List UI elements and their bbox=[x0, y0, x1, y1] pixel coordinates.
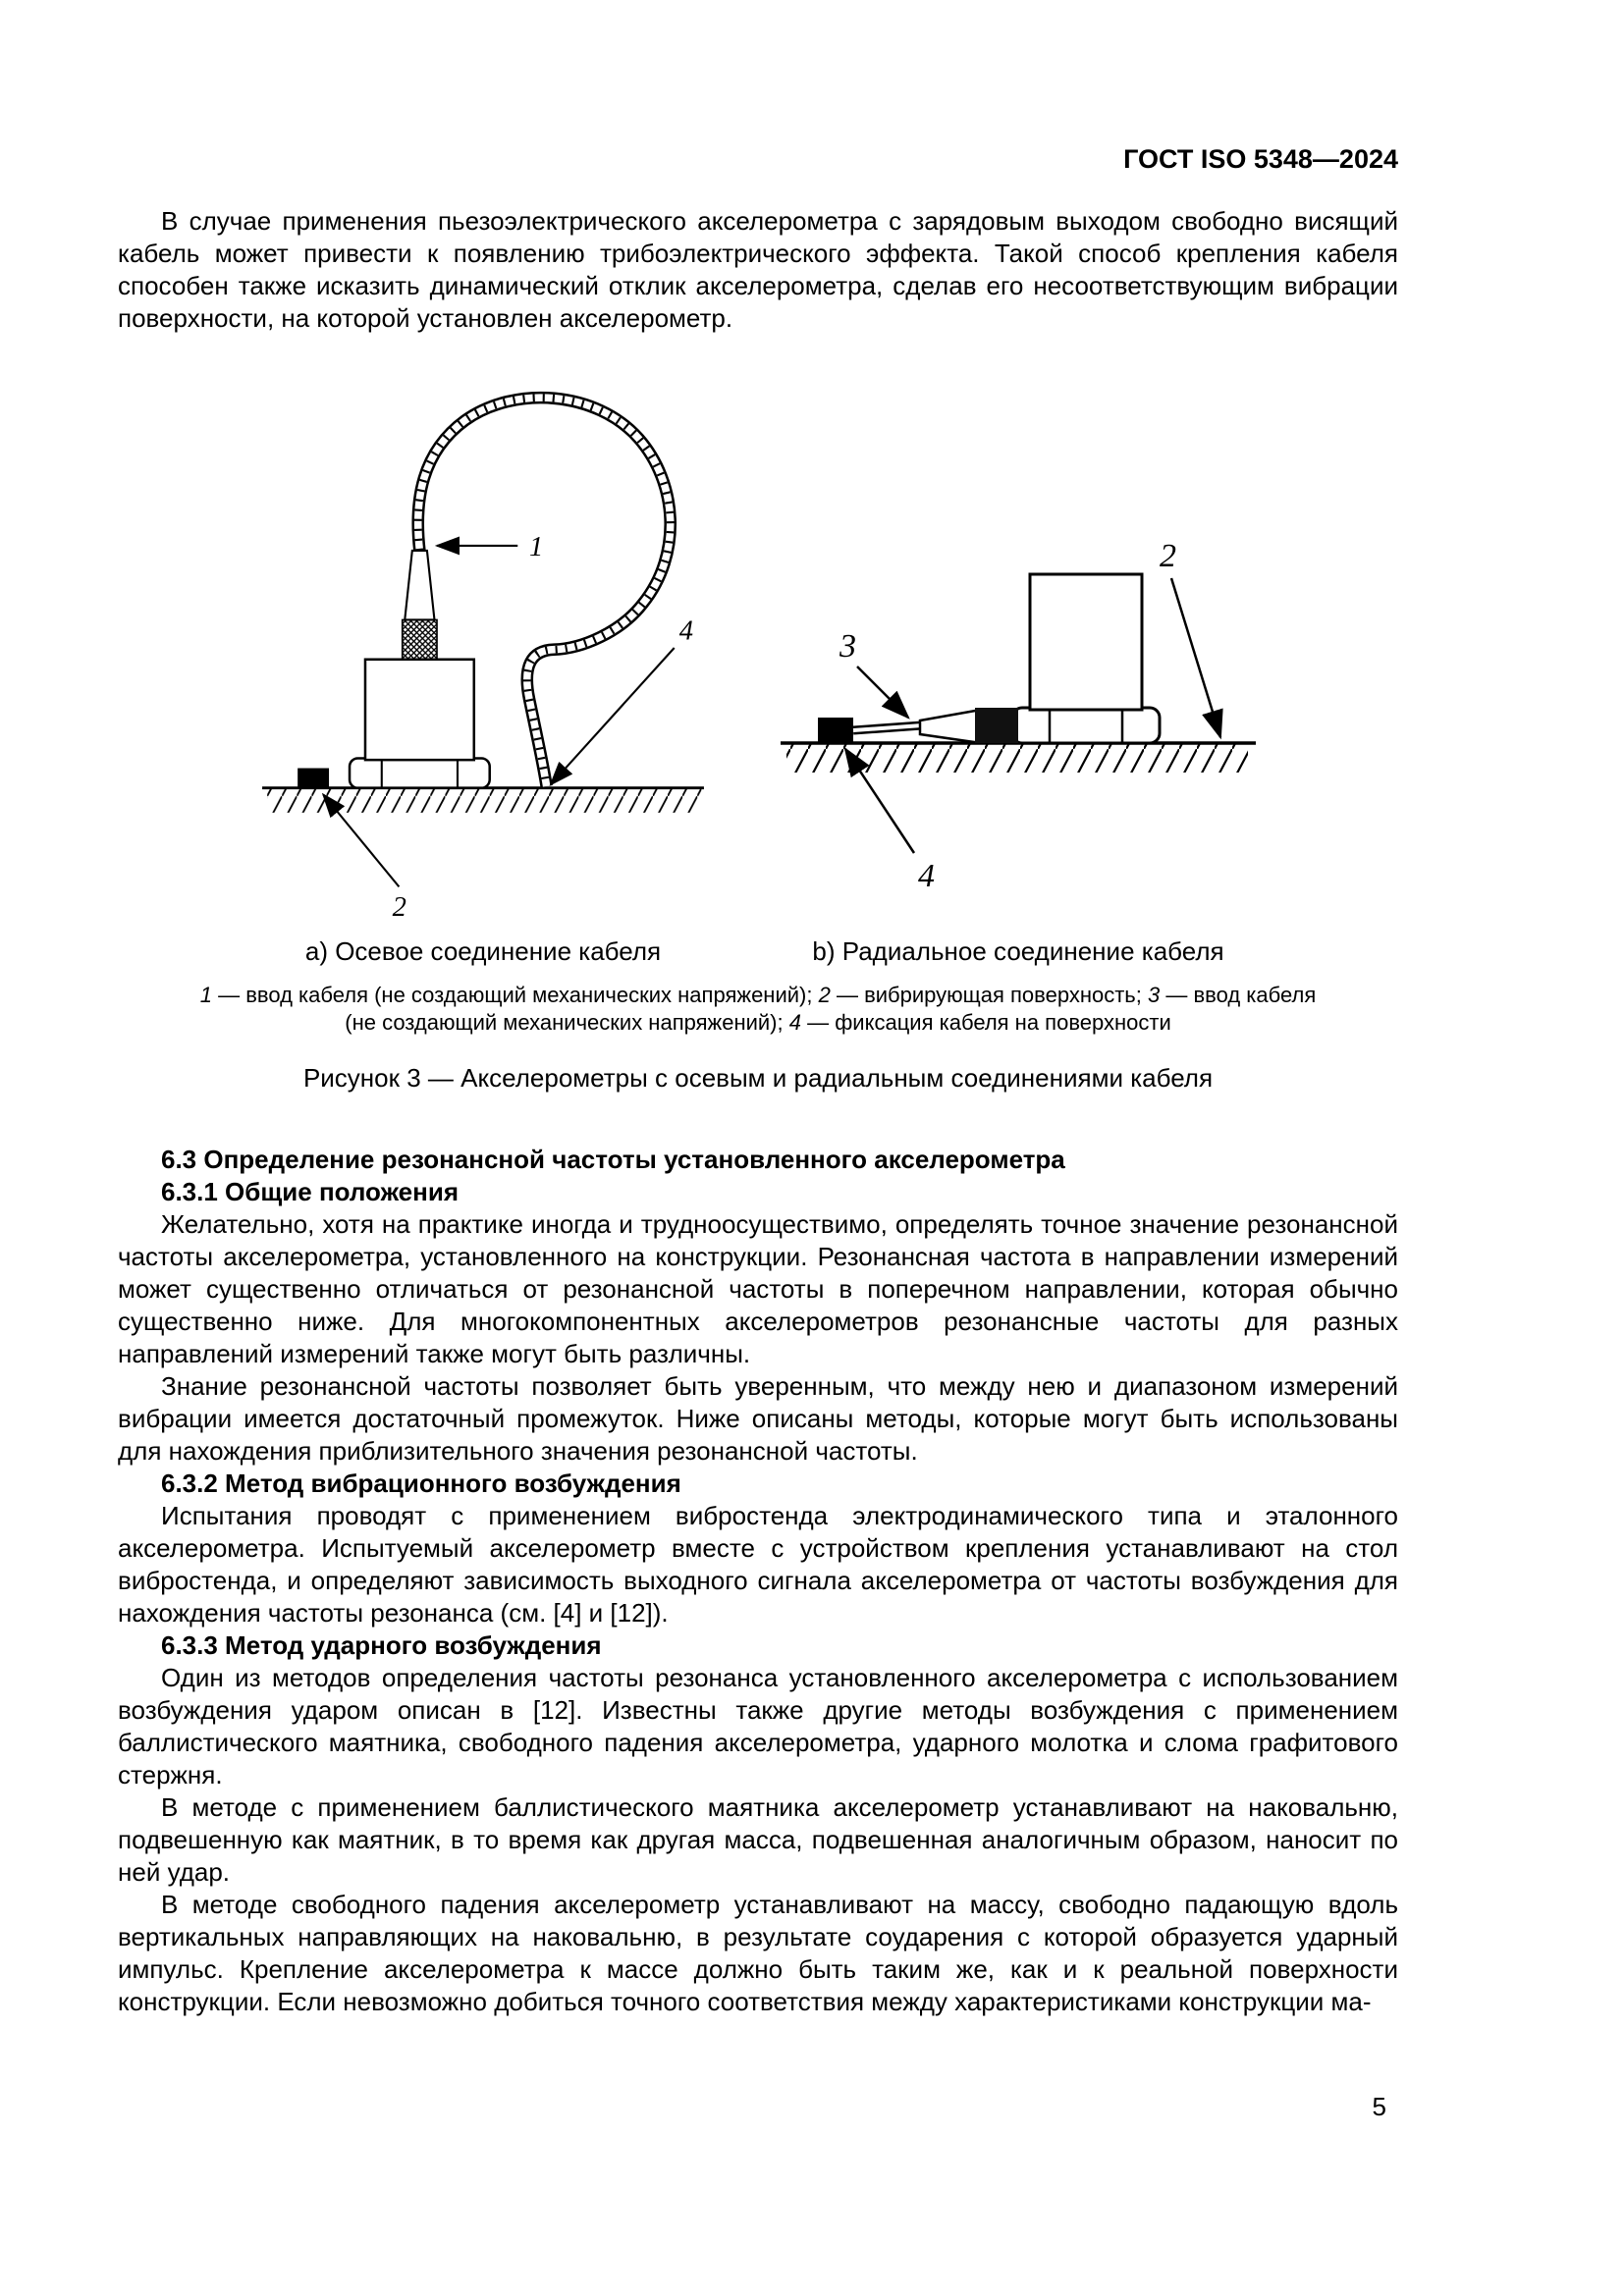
heading-6-3-2: 6.3.2 Метод вибрационного возбуждения bbox=[161, 1468, 681, 1498]
paragraph-6-3-1-b: Знание резонансной частоты позволяет быть уверенным, что между нею и диапазоном измерений вибрации имеется достаточный промежуток. Ниже описаны методы, которые могут быть использованы для нахождения приблизительного значения резонансной частоты. bbox=[118, 1371, 1398, 1466]
paragraph-6-3-3-c: В методе свободного падения акселерометр устанавливают на массу, свободно падающую вдоль вертикальных направляющих на наковальню, в результате соударения с которой образуется ударный импульс. Крепление акселерометра к массе должно быть таким же, как и к реальной поверхности конструкции. Если невозможно добиться точного соответствия между характеристиками конструкции ма- bbox=[118, 1890, 1398, 2016]
callout-3-arrow bbox=[857, 667, 908, 718]
figure-3a-caption: a) Осевое соединение кабеля bbox=[304, 936, 662, 966]
side-connector bbox=[975, 708, 1018, 743]
page-number: 5 bbox=[1372, 2092, 1386, 2121]
legend-num-2: 2 bbox=[818, 983, 831, 1007]
legend-line-2: (не создающий механических напряжений); 4 — фиксация кабеля на поверхности bbox=[345, 1010, 1171, 1035]
cable-clamp bbox=[818, 718, 853, 743]
cable-clamp bbox=[298, 769, 329, 788]
legend-line-1: 1 — ввод кабеля (не создающий механических напряжений); 2 — вибрирующая поверхность; 3 — ввод кабеля bbox=[199, 983, 1317, 1007]
callout-2-label: 2 bbox=[392, 891, 406, 920]
accelerometer-body bbox=[1030, 574, 1142, 710]
heading-6-3: 6.3 Определение резонансной частоты установленного акселерометра bbox=[161, 1145, 1065, 1174]
figure-3b-drawing bbox=[773, 449, 1264, 920]
callout-4-arrow bbox=[551, 648, 675, 784]
cable-entry-taper bbox=[405, 551, 434, 620]
intro-paragraph: В случае применения пьезоэлектрического акселерометра с зарядовым выходом свободно висящий кабель может привести к появлению трибоэлектрического эффекта. Такой способ крепления кабеля способен также исказить динамический отклик акселерометра, сделав его несоответствующим вибрации поверхности, на которой установлен акселерометр. bbox=[118, 206, 1398, 333]
figure-3-block bbox=[118, 376, 1398, 1095]
figure-3-title: Рисунок 3 — Акселерометры с осевым и радиальным соединениями кабеля bbox=[302, 1063, 1214, 1093]
legend-num-1: 1 bbox=[199, 983, 212, 1007]
callout-2-label: 2 bbox=[1160, 538, 1176, 574]
doc-code-header: ГОСТ ISO 5348—2024 bbox=[1123, 144, 1398, 174]
paragraph-6-3-3-a: Один из методов определения частоты резонанса установленного акселерометра с использованием возбуждения ударом описан в [12]. Известны также другие методы возбуждения с применением баллистического маятника, свободного падения акселерометра, ударного молотка и слома графитового стержня. bbox=[118, 1663, 1398, 1789]
paragraph-6-3-1-a: Желательно, хотя на практике иногда и трудноосуществимо, определять точное значение резонансной частоты акселерометра, установленного на конструкции. Резонансная частота в направлении измерений может существенно отличаться от резонансной частоты в поперечном направлении, которая обычно существенно ниже. Для многокомпонентных акселерометров резонансные частоты для разных направлений измерений также могут быть различны. bbox=[118, 1209, 1398, 1368]
figure-3a-column bbox=[252, 376, 714, 968]
surface-hatching bbox=[786, 743, 1248, 773]
legend-num-3: 3 bbox=[1147, 983, 1161, 1007]
surface-hatching bbox=[267, 788, 701, 813]
accelerometer-body bbox=[365, 660, 474, 760]
mounting-base bbox=[350, 758, 490, 787]
cable bbox=[853, 725, 922, 730]
legend-num-4: 4 bbox=[788, 1010, 801, 1035]
figure-3b-caption: b) Радиальное соединение кабеля bbox=[812, 936, 1224, 966]
paragraph-6-3-3-b: В методе с применением баллистического маятника акселерометр устанавливают на наковальню, подвешенную как маятник, в то время как другая масса, подвешенная аналогичным образом, наносит по ней удар. bbox=[118, 1792, 1398, 1887]
callout-3-label: 3 bbox=[839, 628, 856, 665]
knurled-connector bbox=[403, 619, 437, 659]
heading-6-3-1: 6.3.1 Общие положения bbox=[161, 1177, 459, 1206]
figure-3a-drawing bbox=[252, 376, 714, 920]
figure-3b-column bbox=[773, 449, 1264, 968]
callout-4-label: 4 bbox=[918, 858, 935, 894]
heading-6-3-3: 6.3.3 Метод ударного возбуждения bbox=[161, 1630, 602, 1660]
mounting-base bbox=[1012, 708, 1160, 743]
figure-3-legend bbox=[118, 982, 1398, 1037]
figure-3-drawings bbox=[118, 376, 1398, 968]
paragraph-6-3-2-a: Испытания проводят с применением вибростенда электродинамического типа и эталонного акселерометра. Испытуемый акселерометр вместе с устройством крепления устанавливают на стол вибростенда, и определяют зависимость выходного сигнала акселерометра от частоты возбуждения для нахождения частоты резонанса (см. [4] и [12]). bbox=[118, 1501, 1398, 1628]
cable-entry-taper bbox=[920, 710, 981, 743]
callout-1-label: 1 bbox=[529, 532, 544, 562]
callout-4-label: 4 bbox=[678, 615, 694, 647]
callout-2-arrow bbox=[1171, 578, 1220, 737]
